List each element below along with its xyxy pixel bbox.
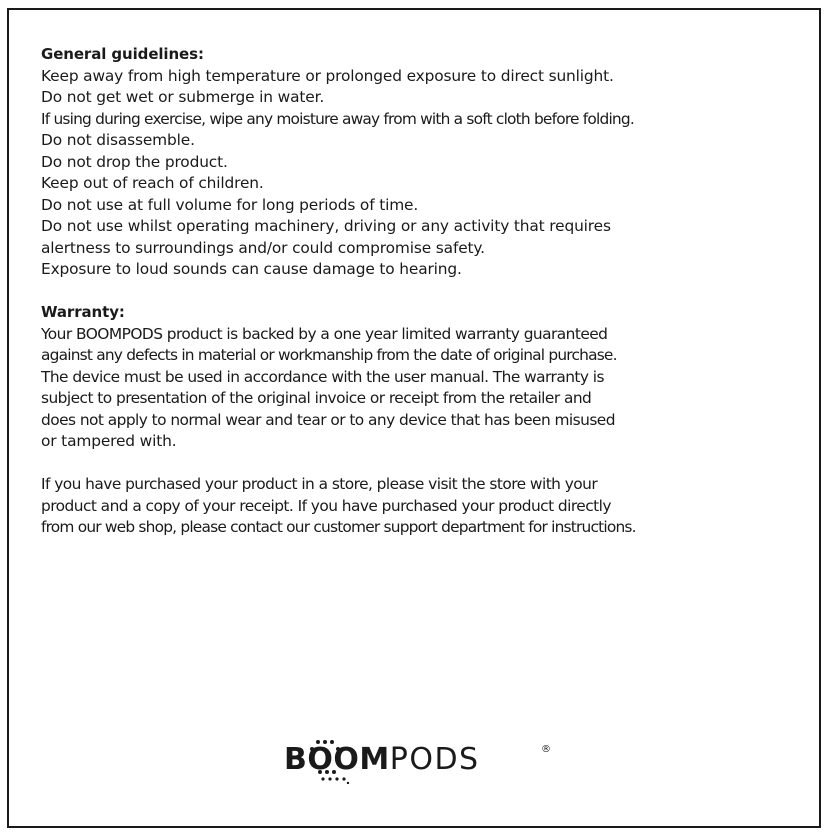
guideline-line: Keep out of reach of children.	[41, 174, 264, 192]
warranty-line: does not apply to normal wear and tear or to any device that has been misused	[41, 410, 615, 429]
guideline-line: alertness to surroundings and/or could compromise safety.	[41, 238, 485, 257]
warranty-line: or tampered with.	[41, 432, 177, 450]
warranty-heading: Warranty:	[41, 303, 125, 321]
document-content	[41, 44, 811, 539]
section-spacer	[41, 453, 811, 475]
warranty-line: Your BOOMPODS product is backed by a one year limited warranty guaranteed	[41, 324, 608, 343]
general-guidelines-heading: General guidelines:	[41, 45, 204, 63]
guideline-line: Do not drop the product.	[41, 152, 228, 171]
section-spacer	[41, 281, 811, 303]
support-line: If you have purchased your product in a store, please visit the store with your	[41, 475, 598, 493]
logo-light-text: PODS	[389, 742, 480, 777]
guideline-line: If using during exercise, wipe any moisture away from with a soft cloth before folding.	[41, 109, 634, 128]
guideline-line: Do not disassemble.	[41, 131, 195, 149]
warranty-line: subject to presentation of the original invoice or receipt from the retailer and	[41, 389, 592, 407]
registered-mark: ®	[541, 744, 551, 755]
warranty-line: against any defects in material or workmanship from the date of original purchase.	[41, 346, 617, 364]
guideline-line: Exposure to loud sounds can cause damage to hearing.	[41, 260, 462, 278]
svg-text:BOOMPODS	[284, 742, 480, 777]
support-line: product and a copy of your receipt. If you have purchased your product directly	[41, 496, 611, 515]
logo-bold-text: BOOM	[284, 742, 390, 777]
guideline-line: Do not use at full volume for long periods of time.	[41, 195, 419, 214]
boompods-logo	[284, 738, 564, 784]
guideline-line: Do not use whilst operating machinery, driving or any activity that requires	[41, 217, 611, 235]
guideline-line: Keep away from high temperature or prolonged exposure to direct sunlight.	[41, 66, 614, 85]
support-line: from our web shop, please contact our customer support department for instructions.	[41, 518, 636, 536]
warranty-line: The device must be used in accordance with the user manual. The warranty is	[41, 367, 604, 386]
guideline-line: Do not get wet or submerge in water.	[41, 88, 325, 106]
